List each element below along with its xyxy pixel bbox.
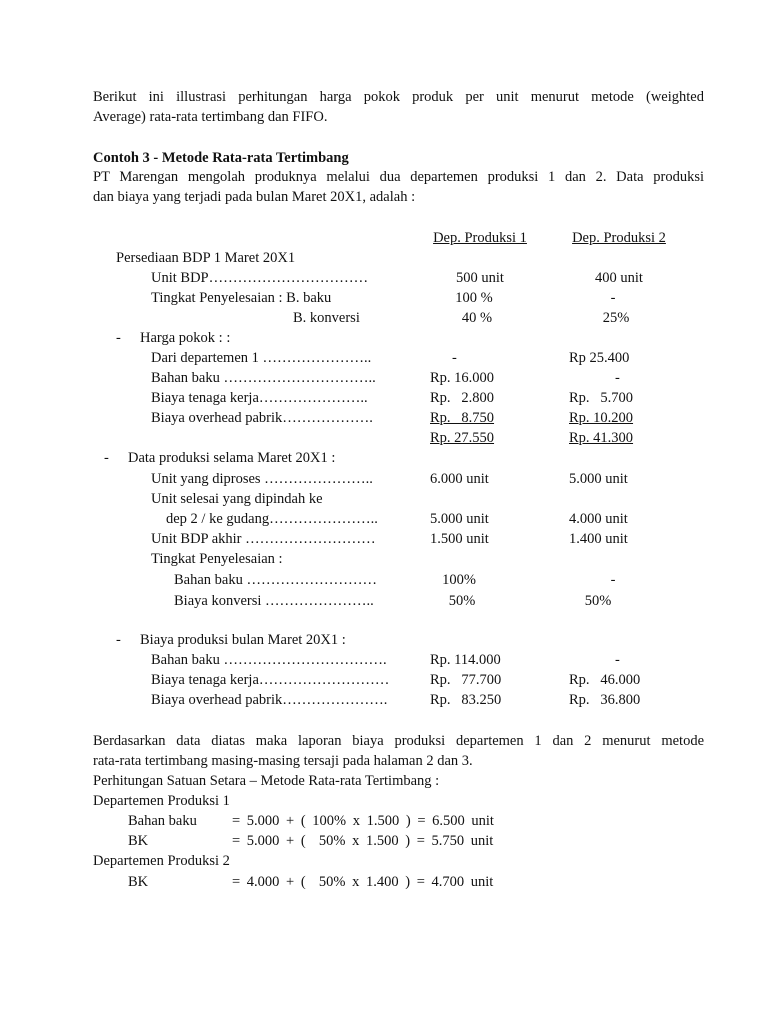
- cell-dep2: 5.000 unit: [569, 471, 628, 487]
- row-label: dep 2 / ke gudang…………………..: [166, 511, 378, 527]
- cell-dep1: 5.000 unit: [430, 511, 489, 527]
- total-dep1: Rp. 27.550: [430, 430, 495, 446]
- formula-label: BK: [128, 874, 149, 890]
- cell-dep1: 100 %: [455, 290, 493, 306]
- formula: = 4.000 + ( 50% x 1.400 ) = 4.700 unit: [232, 874, 494, 890]
- header-dep1: Dep. Produksi 1: [433, 230, 527, 246]
- cell-dep2: Rp. 10.200: [569, 410, 634, 426]
- cell-dep2: Rp. 5.700: [569, 390, 634, 406]
- conclusion-line: rata-rata tertimbang masing-masing tersaji pada halaman 2 dan 3.: [93, 753, 473, 769]
- intro-line: Average) rata-rata tertimbang dan FIFO.: [93, 109, 328, 125]
- harga-pokok-title: Harga pokok : :: [140, 330, 231, 346]
- row-label: Unit selesai yang dipindah ke: [151, 491, 323, 507]
- dep2-title: Departemen Produksi 2: [93, 853, 230, 869]
- cell-dep1: 6.000 unit: [430, 471, 489, 487]
- conclusion-line: Berdasarkan data diatas maka laporan biaya produksi departemen 1 dan 2 menurut metode: [93, 733, 704, 749]
- cell-dep1: Rp. 16.000: [430, 370, 495, 386]
- cell-dep1: Rp. 8.750: [430, 410, 495, 426]
- bullet-dash: -: [116, 330, 121, 346]
- cell-dep2: -: [610, 572, 616, 588]
- total-dep2: Rp. 41.300: [569, 430, 634, 446]
- bullet-dash: -: [104, 450, 109, 466]
- row-label: Unit BDP akhir ………………………: [151, 531, 376, 547]
- cell-dep1: 50%: [448, 593, 476, 609]
- row-label: Dari departemen 1 …………………..: [151, 350, 372, 366]
- cell-dep1: Rp. 83.250: [430, 692, 502, 708]
- row-label: B. konversi: [293, 310, 360, 326]
- dep1-title: Departemen Produksi 1: [93, 793, 230, 809]
- row-label: Tingkat Penyelesaian : B. baku: [151, 290, 332, 306]
- formula-label: BK: [128, 833, 149, 849]
- data-produksi-title: Data produksi selama Maret 20X1 :: [128, 450, 336, 466]
- cell-dep2: 4.000 unit: [569, 511, 628, 527]
- example-title: Contoh 3 - Metode Rata-rata Tertimbang: [93, 150, 349, 166]
- formula: = 5.000 + ( 100% x 1.500 ) = 6.500 unit: [232, 813, 494, 829]
- row-label: Biaya overhead pabrik……………….: [151, 410, 373, 426]
- row-label: Biaya tenaga kerja………………………: [151, 672, 390, 688]
- cell-dep1: Rp. 114.000: [430, 652, 501, 668]
- satuan-setara-title: Perhitungan Satuan Setara – Metode Rata-rata Tertimbang :: [93, 773, 440, 789]
- description-line: PT Marengan mengolah produknya melalui dua departemen produksi 1 dan 2. Data produksi: [93, 169, 704, 185]
- conclusion-paragraph: [93, 731, 704, 771]
- cell-dep2: Rp. 36.800: [569, 692, 641, 708]
- cell-dep2: -: [615, 370, 620, 386]
- header-dep2: Dep. Produksi 2: [572, 230, 666, 246]
- row-label: Bahan baku …………………………….: [151, 652, 387, 668]
- row-label: Bahan baku …………………………..: [151, 370, 376, 386]
- cell-dep2: 400 unit: [595, 270, 643, 286]
- row-label: Biaya overhead pabrik………………….: [151, 692, 388, 708]
- cell-dep2: 50%: [584, 593, 612, 609]
- tingkat-penyelesaian-title: Tingkat Penyelesaian :: [151, 551, 283, 567]
- row-label: Bahan baku ………………………: [174, 572, 377, 588]
- cell-dep2: 25%: [602, 310, 630, 326]
- cell-dep2: -: [610, 290, 616, 306]
- row-label: Unit yang diproses …………………..: [151, 471, 373, 487]
- intro-line: Berikut ini illustrasi perhitungan harga pokok produk per unit menurut metode (weighted: [93, 89, 704, 105]
- cell-dep2: Rp. 46.000: [569, 672, 641, 688]
- cell-dep1: 1.500 unit: [430, 531, 489, 547]
- cell-dep1: -: [452, 350, 457, 366]
- intro-paragraph: [93, 87, 704, 127]
- cell-dep2: Rp 25.400: [569, 350, 630, 366]
- formula-label: Bahan baku: [128, 813, 197, 829]
- example-description: [93, 167, 704, 207]
- cell-dep2: -: [615, 652, 620, 668]
- cell-dep1: 500 unit: [456, 270, 504, 286]
- row-label: Biaya konversi …………………..: [174, 593, 374, 609]
- biaya-produksi-title: Biaya produksi bulan Maret 20X1 :: [140, 632, 346, 648]
- formula: = 5.000 + ( 50% x 1.500 ) = 5.750 unit: [232, 833, 494, 849]
- cell-dep2: 1.400 unit: [569, 531, 628, 547]
- row-label: Unit BDP……………………………: [151, 270, 369, 286]
- description-line: dan biaya yang terjadi pada bulan Maret 20X1, adalah :: [93, 189, 416, 205]
- persediaan-title: Persediaan BDP 1 Maret 20X1: [116, 250, 296, 266]
- row-label: Biaya tenaga kerja…………………..: [151, 390, 368, 406]
- cell-dep1: 100%: [442, 572, 476, 588]
- cell-dep1: Rp. 2.800: [430, 390, 495, 406]
- cell-dep1: 40 %: [461, 310, 493, 326]
- cell-dep1: Rp. 77.700: [430, 672, 502, 688]
- bullet-dash: -: [116, 632, 121, 648]
